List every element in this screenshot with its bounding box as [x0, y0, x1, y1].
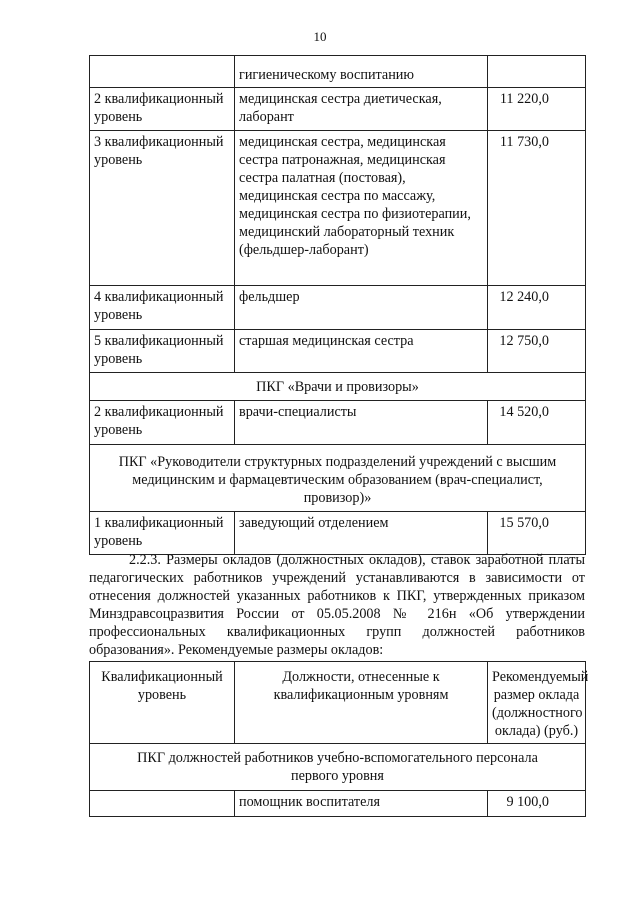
paragraph-line: Минздравсоцразвития России от 05.05.2008 № 216н «Об утверждении: [89, 606, 585, 622]
salary-cell: 14 520,0: [488, 401, 586, 445]
paragraph-line: образования». Рекомендуемые размеры окладов:: [89, 642, 384, 658]
table-row: [90, 56, 586, 88]
table-row: [90, 512, 586, 555]
header-level: Квалификационный уровень: [90, 662, 235, 744]
page-number: 10: [313, 29, 327, 44]
level-cell: 2 квалификационный уровень: [90, 88, 235, 131]
level-cell: [90, 791, 235, 817]
group-heading: ПКГ должностей работников учебно-вспомогательного персонала первого уровня: [90, 744, 586, 791]
salary-table-education: [89, 661, 589, 817]
header-row: [90, 662, 586, 744]
level-cell: [90, 56, 235, 88]
table-row: [90, 131, 586, 286]
level-cell: 3 квалификационный уровень: [90, 131, 235, 286]
salary-table-medical: [89, 55, 586, 555]
group-row: [90, 744, 586, 791]
table-row: [90, 401, 586, 445]
group-heading: ПКГ «Руководители структурных подразделений учреждений с высшим медицинским и фармацевтическим образованием (врач-специалист, провизор)»: [90, 445, 586, 512]
paragraph-2-2-3: [89, 551, 585, 659]
header-positions: Должности, отнесенные к квалификационным уровням: [235, 662, 488, 744]
level-cell: 4 квалификационный уровень: [90, 286, 235, 330]
salary-cell: 15 570,0: [488, 512, 586, 555]
paragraph-line: профессиональных квалификационных групп должностей работников: [89, 624, 585, 640]
position-cell: медицинская сестра диетическая, лаборант: [235, 88, 488, 131]
table-row: [90, 286, 586, 330]
level-cell: 5 квалификационный уровень: [90, 330, 235, 373]
salary-cell: 12 750,0: [488, 330, 586, 373]
paragraph-line: педагогических работников учреждений устанавливаются в зависимости от: [89, 570, 585, 586]
group-heading: ПКГ «Врачи и провизоры»: [90, 373, 586, 401]
position-cell: гигиеническому воспитанию: [235, 56, 488, 88]
position-cell: врачи-специалисты: [235, 401, 488, 445]
table-row: [90, 330, 586, 373]
position-cell: фельдшер: [235, 286, 488, 330]
table-row: [90, 88, 586, 131]
salary-cell: [488, 56, 586, 88]
salary-cell: 11 220,0: [488, 88, 586, 131]
salary-cell: 11 730,0: [488, 131, 586, 286]
table-row: [90, 791, 586, 817]
group-row: [90, 445, 586, 512]
position-cell: помощник воспитателя: [235, 791, 488, 817]
header-salary: Рекомендуемый размер оклада (должностного оклада) (руб.): [488, 662, 586, 744]
position-cell: заведующий отделением: [235, 512, 488, 555]
position-cell: старшая медицинская сестра: [235, 330, 488, 373]
level-cell: 2 квалификационный уровень: [90, 401, 235, 445]
level-cell: 1 квалификационный уровень: [90, 512, 235, 555]
position-cell: медицинская сестра, медицинская сестра патронажная, медицинская сестра палатная (постовая), медицинская сестра по массажу, медицинская сестра по физиотерапии, медицинский лабораторный техник (фельдшер-лаборант): [235, 131, 488, 286]
salary-cell: 9 100,0: [488, 791, 586, 817]
group-row: [90, 373, 586, 401]
paragraph-line: отнесения должностей указанных работников к ПКГ, утвержденных приказом: [89, 588, 585, 604]
paragraph-line: 2.2.3. Размеры окладов (должностных окладов), ставок заработной платы: [129, 552, 585, 568]
salary-cell: 12 240,0: [488, 286, 586, 330]
